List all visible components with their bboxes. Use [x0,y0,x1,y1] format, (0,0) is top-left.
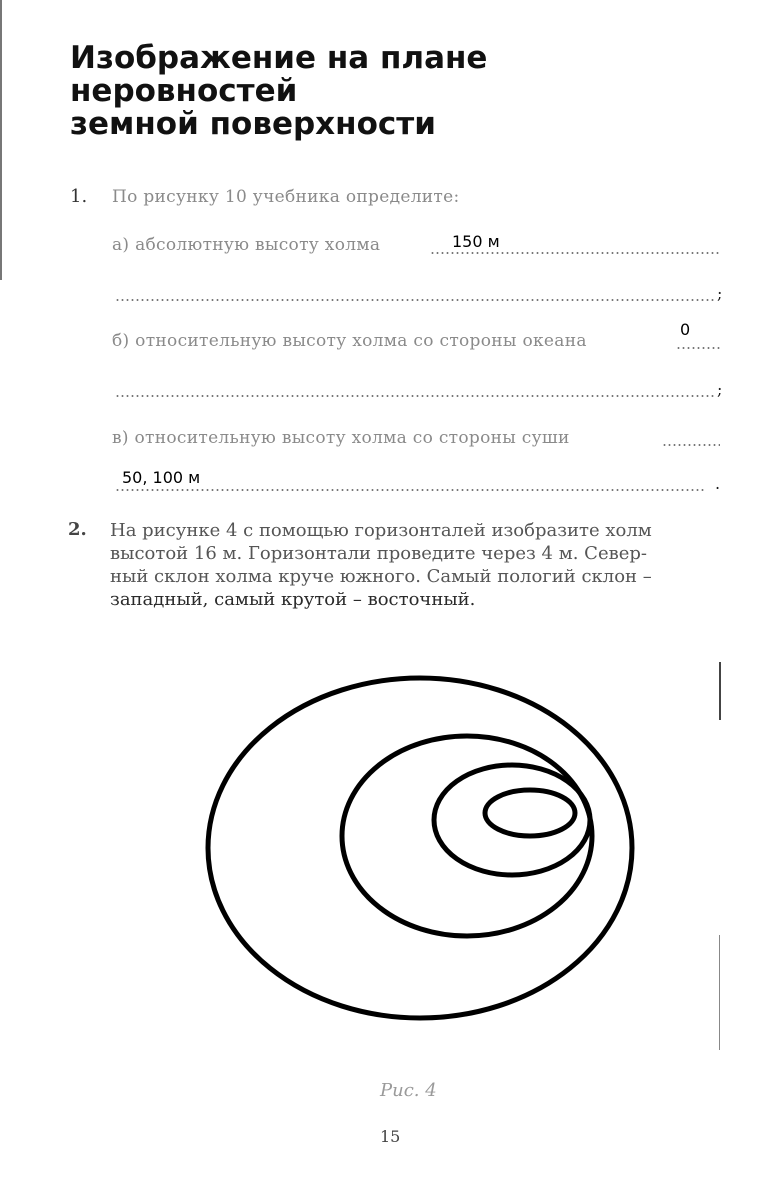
task2-line-4: западный, самый крутой – восточный. [110,589,476,610]
task1-b-semicolon: ; [717,380,723,399]
title-line-2: неровностей [70,73,298,109]
task1-number: 1. [70,186,88,207]
margin-mark [719,935,720,1050]
task1-b-label: б) относительную высоту холма со стороны океана [112,331,587,351]
task2-line-1: На рисунке 4 с помощью горизонталей изобразите холм [110,520,652,541]
task1-a-answer: 150 м [452,232,500,251]
contour-line-top [485,790,575,836]
margin-mark [719,662,721,720]
task1-b-answer: 0 [680,320,691,339]
task2-line-2: высотой 16 м. Горизонтали проведите через 4 м. Север- [110,543,647,564]
title-line-3: земной поверхности [70,106,436,142]
task1-c-period: . [715,474,721,493]
task1-c-answer: 50, 100 м [122,468,201,487]
contour-line-third [434,765,590,875]
page-number: 15 [380,1127,401,1146]
contour-line-outer [208,678,632,1018]
task2-number: 2. [68,519,87,540]
figure-caption: Рис. 4 [380,1080,437,1101]
task2-line-3: ный склон холма круче южного. Самый пологий склон – [110,566,652,587]
task1-a-label: а) абсолютную высоту холма [112,235,381,255]
contour-line-second [342,736,592,936]
title-line-1: Изображение на плане [70,40,488,76]
task1-a-semicolon: ; [717,284,723,303]
task1-c-label: в) относительную высоту холма со стороны суши [112,428,570,448]
task1-prompt: По рисунку 10 учебника определите: [112,187,460,207]
